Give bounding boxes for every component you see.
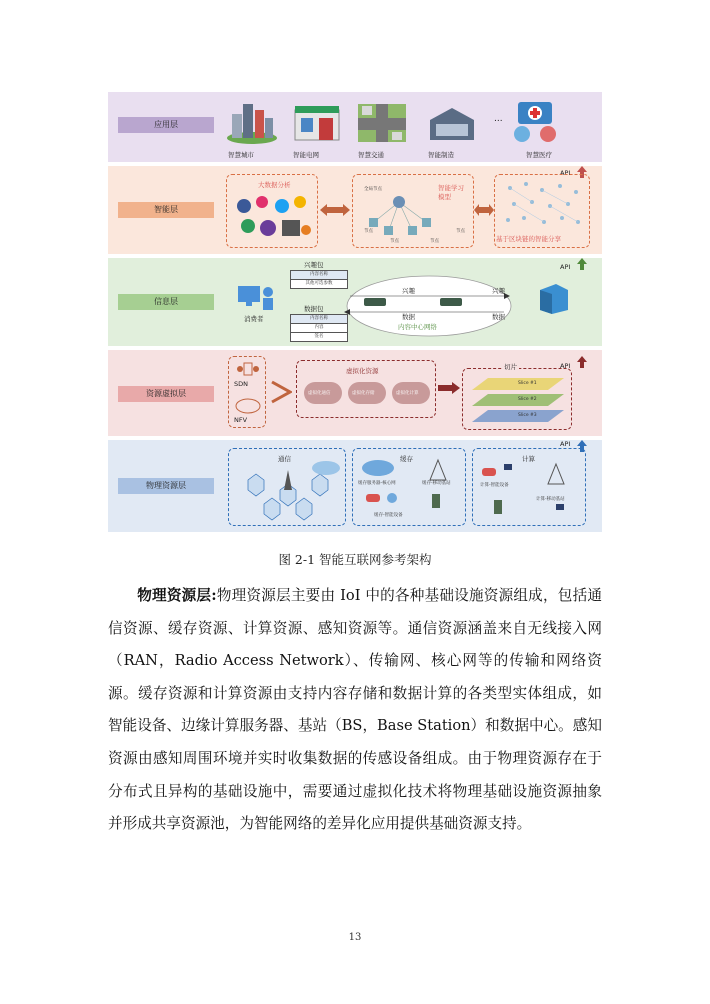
smart-grid-icon xyxy=(291,100,343,144)
layer-label-physical: 物理资源层 xyxy=(118,478,214,494)
neural-network-icon xyxy=(364,192,434,240)
blockchain-network-icon xyxy=(500,178,584,228)
arrow-up-icon xyxy=(577,258,587,270)
data-field: 内容名称 xyxy=(291,315,347,324)
cache-devices-icon xyxy=(358,458,462,518)
compute-devices-icon xyxy=(478,458,582,520)
virtual-pool-item-label: 虚拟化存储 xyxy=(352,391,375,396)
nfv-label: NFV xyxy=(234,416,248,424)
layer-virtualization xyxy=(108,350,602,436)
comm-label: 通信 xyxy=(278,455,291,463)
paragraph-lead: 物理资源层: xyxy=(137,587,217,604)
app-label-smart-healthcare: 智慧医疗 xyxy=(526,151,552,159)
cache-label: 缓存 xyxy=(400,455,413,463)
double-arrow-icon xyxy=(474,204,494,216)
smart-city-icon xyxy=(226,100,278,144)
smart-manufacturing-icon xyxy=(426,100,478,144)
consumer-label: 消费者 xyxy=(244,315,264,323)
app-label-smart-city: 智慧城市 xyxy=(228,151,254,159)
sdn-label: SDN xyxy=(234,380,248,388)
paragraph-body: 物理资源层主要由 IoI 中的各种基础设施资源组成，包括通信资源、缓存资源、计算资源、感知资源等。通信资源涵盖来自无线接入网（RAN，Radio Access Network）、传输网、核心网等的传输和网络资源。缓存资源和计算资源由支持内容存储和数据计算的各类型实体组成，如智能设备、边缘计算服务器、基站（BS，Base Station）和数据中心。感知资源由感知周围环境并实时收集数据的传感设备组成。由于物理资源存在于分布式且异构的基础设施中，需要通过虚拟化技术将物理基础设施资源抽象并形成共享资源池，为智能网络的差异化应用提供基础资源支持。 xyxy=(108,587,602,833)
virtual-pool-item-label: 虚拟化通信 xyxy=(308,391,331,396)
figure-caption: 图 2-1 智能互联网参考架构 xyxy=(278,552,432,567)
cache-item-label: 缓存服务器-核心网 xyxy=(358,481,396,486)
body-paragraph xyxy=(108,580,602,841)
virtual-pool-label: 虚拟化资源 xyxy=(346,367,379,375)
interest-packet-table xyxy=(290,270,348,289)
interest-packet-label: 兴趣包 xyxy=(304,261,324,269)
layer-application xyxy=(108,92,602,162)
slice-item-label: Slice #2 xyxy=(518,397,537,402)
data-packet-label: 数据包 xyxy=(304,305,324,313)
page-number: 13 xyxy=(348,932,362,943)
interest-field: 内容名称 xyxy=(291,271,347,280)
nfv-cloud-icon xyxy=(234,394,262,414)
node-label-3: 节点 xyxy=(430,239,439,244)
global-node-label: 全局节点 xyxy=(364,187,382,192)
layer-label-virtualization: 资源虚拟层 xyxy=(118,386,214,402)
layer-physical xyxy=(108,440,602,532)
interest-arrow-label: 兴趣 xyxy=(402,287,415,295)
architecture-figure xyxy=(108,92,602,532)
blockchain-label: 基于区块链的智能分享 xyxy=(496,235,561,243)
api-label-information: API xyxy=(560,263,571,271)
data-arrow-label-2: 数据 xyxy=(492,313,505,321)
double-arrow-icon xyxy=(320,204,350,216)
layer-label-information: 信息层 xyxy=(118,294,214,310)
api-label-physical: API xyxy=(560,440,571,448)
server-icon xyxy=(536,280,570,314)
node-label-1: 节点 xyxy=(364,229,373,234)
data-field: 签名 xyxy=(314,334,324,339)
cellular-network-icon xyxy=(234,460,342,522)
big-data-label: 大数据分析 xyxy=(258,181,291,189)
data-field: 内容 xyxy=(291,324,347,333)
compute-item-label: 计算-智能设备 xyxy=(480,483,509,488)
cache-item-label: 缓存-智能设备 xyxy=(374,513,403,518)
learning-model-label: 智能学习模型 xyxy=(438,184,464,201)
node-label-4: 节点 xyxy=(456,229,465,234)
ccn-label: 内容中心网络 xyxy=(398,323,437,331)
api-label-intelligence: API xyxy=(560,169,571,177)
virtual-pool-item-label: 虚拟化计算 xyxy=(396,391,419,396)
app-label-smart-manufacturing: 智能制造 xyxy=(428,151,454,159)
layer-intelligence xyxy=(108,166,602,254)
cache-item-label: 缓存-移动基站 xyxy=(422,481,451,486)
compute-label: 计算 xyxy=(522,455,535,463)
smart-healthcare-icon xyxy=(508,98,566,146)
data-arrow-label: 数据 xyxy=(402,313,415,321)
node-label-2: 节点 xyxy=(390,239,399,244)
sdn-icon xyxy=(236,360,260,378)
layer-label-application: 应用层 xyxy=(118,117,214,133)
slice-item-label: Slice #3 xyxy=(518,413,537,418)
layer-label-intelligence: 智能层 xyxy=(118,202,214,218)
consumer-icon xyxy=(236,284,276,312)
slice-label: 切片 xyxy=(504,363,517,371)
compute-item-label: 计算-移动基站 xyxy=(536,497,565,502)
apps-ellipsis: ... xyxy=(494,114,503,124)
app-label-smart-grid: 智能电网 xyxy=(293,151,319,159)
data-packet-table xyxy=(290,314,348,342)
smart-traffic-icon xyxy=(356,100,408,144)
arrow-right-icon xyxy=(438,382,460,394)
api-label-virtualization: API xyxy=(560,362,571,370)
chevron-right-icon xyxy=(270,380,292,404)
social-media-icon xyxy=(232,192,314,244)
interest-arrow-label-2: 兴趣 xyxy=(492,287,505,295)
layer-information xyxy=(108,258,602,346)
slice-item-label: Slice #1 xyxy=(518,381,537,386)
arrow-up-icon xyxy=(577,356,587,368)
app-label-smart-traffic: 智慧交通 xyxy=(358,151,384,159)
interest-field: 其他可选参数 xyxy=(305,281,333,286)
